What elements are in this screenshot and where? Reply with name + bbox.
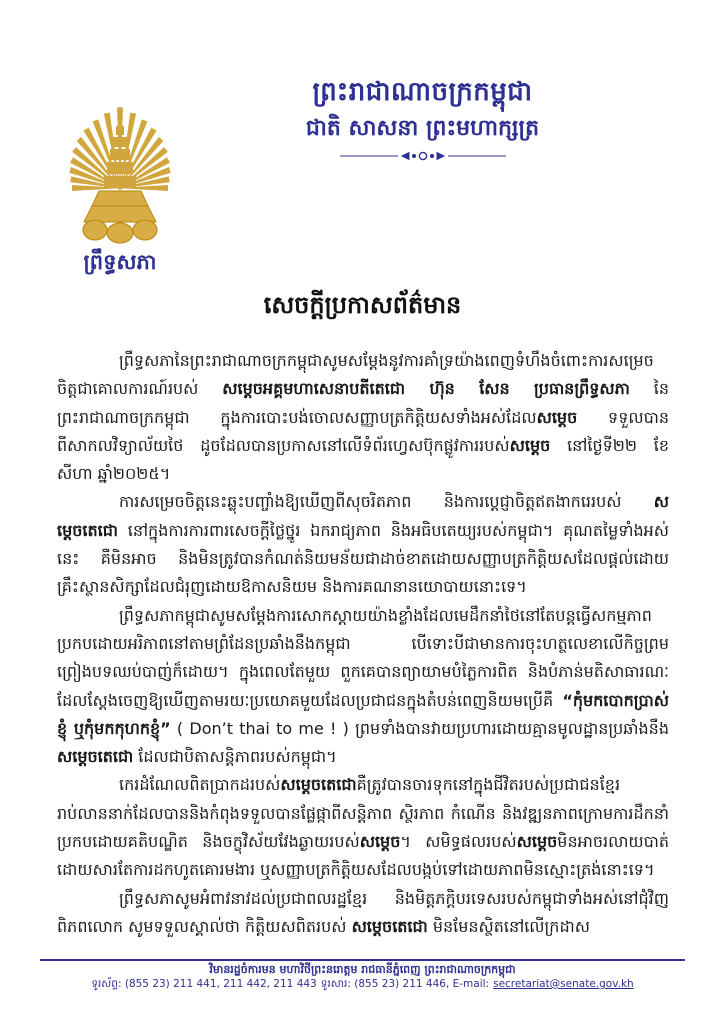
emblem-label: ព្រឹទ្ធសភា — [83, 250, 157, 274]
senate-emblem-icon — [62, 96, 178, 244]
body-paragraphs — [57, 347, 669, 941]
body-text-run: ។ សមិទ្ធផលរបស់ — [400, 832, 517, 852]
ornamental-divider — [190, 148, 655, 167]
emphasis-text: សម្តេចតេជោ — [280, 775, 357, 795]
body-text-run: ព្រឹទ្ធសភាកម្ពុជាសូមសម្តែងការសោកស្តាយយ៉ាងខ្លាំងដែលមេដឹកនាំថៃនៅតែបន្តធ្វើសកម្មភាពប្រកបដោយអរិភាពនៅតាមព្រំដែនប្រឆាំងនឹងកម្ពុជា បើទោះបីជាមានការចុះហត្ថលេខាលើកិច្ចព្រមព្រៀងបទឈប់បាញ់ក៏ដោយ។ ក្នុងពេលតែមួយ ពួកគេបានព្យាយាមបំភ្លៃការពិត និងបំភាន់មតិសាធារណៈ ដែលស្តែងចេញឱ្យឃើញតាមរយៈប្រយោគមួយដែលប្រជាជនក្នុងតំបន់ពេញនិយមប្រើគឺ — [57, 605, 669, 710]
paragraph — [57, 602, 669, 772]
body-text-run: ដែលជាបិតាសន្តិភាពរបស់កម្ពុជា។ — [133, 747, 337, 767]
body-text-run: មិនអាចរលាយបាត់ដោយសារតែការដកហូតគោរមងារ ឬសញ្ញាបត្រកិត្តិយសដែលបង្កប់ទៅដោយភាពមិនស្មោះត្រង់នោះទេ។ — [57, 832, 669, 880]
header-section — [190, 76, 655, 167]
emphasis-text: សម្តេចអគ្គមហាសេនាបតីតេជោ ហ៊ុន សែន ប្រធានព្រឹទ្ធសភា — [222, 379, 630, 399]
footer-phone: ទូរស័ព្ទ: (855 23) 211 441, 211 442, 211 443 — [91, 978, 317, 990]
footer-address: វិមានរដ្ឋចំការមន មហាវិថីព្រះនរោត្តម រាជធានីភ្នំពេញ ព្រះរាជាណាចក្រកម្ពុជា — [209, 963, 516, 976]
emblem-block — [58, 96, 182, 274]
body-text-run: នៃព្រះរាជាណាចក្រកម្ពុជា ក្នុងការបោះបង់ចោលសញ្ញាបត្រកិត្តិយសទាំងអស់ដែល — [57, 379, 669, 427]
body-text-run: ព្រឹទ្ធសភានៃព្រះរាជាណាចក្រកម្ពុជាសូមសម្តែងនូវការគាំទ្រយ៉ាងពេញទំហឹងចំពោះការសម្រេចចិត្តជាគោលការណ៍របស់ — [57, 351, 654, 399]
page-footer — [40, 959, 685, 991]
paragraph — [57, 347, 669, 488]
emphasis-text: សម្តេចតេជោ — [57, 747, 134, 767]
emphasis-text: សម្តេច — [359, 832, 401, 852]
body-text-run: ព្រឹទ្ធសភាសូមអំពាវនាវដល់ប្រជាពលរដ្ឋខ្មែរ និងមិត្តភក្តិបរទេសរបស់កម្ពុជាទាំងអស់នៅជុំវិញពិភពលោក សូមទទួលស្គាល់ថា កិត្តិយសពិតរបស់ — [57, 888, 669, 936]
body-text-run: នៅថ្ងៃទី២២ ខែសីហា ឆ្នាំ២០២៥។ — [57, 435, 670, 484]
kingdom-title: ព្រះរាជាណាចក្រកម្ពុជា — [312, 77, 533, 107]
emphasis-text: សម្តេចតេជោ — [57, 492, 669, 540]
emphasis-text: សម្តេចតេជោ — [351, 916, 428, 936]
paragraph — [57, 771, 669, 884]
emphasis-text: សម្តេច — [516, 832, 558, 852]
emphasis-text: សម្តេច — [509, 435, 551, 455]
national-motto: ជាតិ សាសនា ព្រះមហាក្សត្រ — [305, 116, 540, 141]
emphasis-text: សម្តេច — [536, 407, 578, 427]
body-text-run: គឺត្រូវបានចារទុកនៅក្នុងជីវិតរបស់ប្រជាជនខ្មែររាប់លាននាក់ដែលបាននិងកំពុងទទួលបានផ្លែផ្កាពីសន្តិភាព ស្ថិរភាព កំណើន និងវឌ្ឍនភាពក្រោមការដឹកនាំប្រកបដោយគតិបណ្ឌិត និងចក្ខុវិស័យវែងឆ្ងាយរបស់ — [57, 775, 669, 852]
document-title: សេចក្តីប្រកាសព័ត៌មាន — [263, 291, 462, 319]
paragraph — [57, 488, 669, 601]
body-text-run: ( Don’t thai to me ! ) ព្រមទាំងបានវាយប្រហារដោយគ្មានមូលដ្ឋានប្រឆាំងនឹង — [170, 718, 669, 738]
paragraph — [57, 885, 669, 942]
body-text-run: ការសម្រេចចិត្តនេះឆ្លុះបញ្ចាំងឱ្យឃើញពីសុចរិតភាព និងការប្តេជ្ញាចិត្តឥតងាករេរបស់ — [119, 492, 654, 512]
body-text-run: កេរដំណែលពិតប្រាកដរបស់ — [119, 775, 281, 795]
footer-contact — [40, 977, 685, 991]
footer-fax: ទូរសារ: (855 23) 211 446, E-mail: — [320, 978, 490, 990]
emphasis-text: “កុំមកបោកប្រាស់ខ្ញុំ ឬកុំមកកុហកខ្ញុំ” — [57, 690, 669, 738]
body-text-run: មិនមែនស្ថិតនៅលើក្រដាស — [427, 916, 590, 936]
email-link[interactable]: secretariat@senate.gov.kh — [493, 978, 634, 990]
body-text-run: នៅក្នុងការការពារសេចក្តីថ្លៃថ្នូរ ឯករាជ្យភាព និងអធិបតេយ្យរបស់កម្ពុជា។ គុណតម្លៃទាំងអស់នេះ គឺមិនអាច និងមិនត្រូវបានកំណត់និយមន័យជាដាច់ខាតដោយសញ្ញាបត្រកិត្តិយសដែលផ្តល់ដោយគ្រឹះស្ថានសិក្សាដែលជំរុញដោយឱកាសនិយម និងការគណនានយោបាយនោះទេ។ — [57, 520, 669, 597]
body-text-run: ទទួលបានពីសាកលវិទ្យាល័យថៃ ដូចដែលបានប្រកាសនៅលើទំព័រហ្វេសប៊ុកផ្លូវការរបស់ — [57, 407, 669, 455]
divider-ornament-icon — [338, 149, 508, 163]
